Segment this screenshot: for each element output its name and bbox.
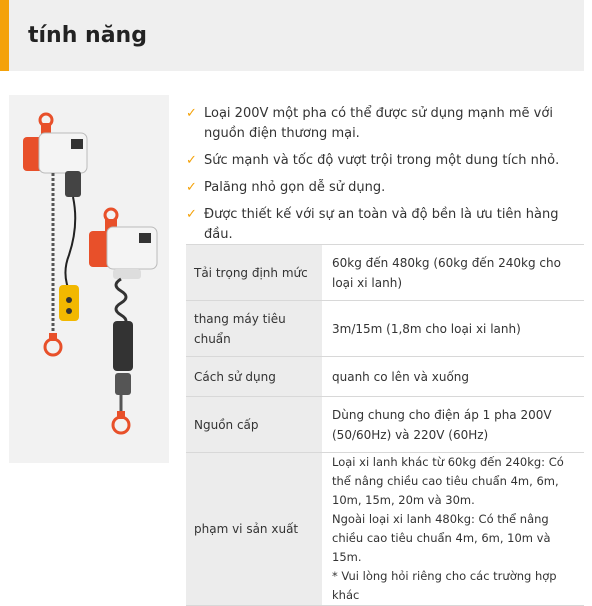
spec-row bbox=[186, 357, 584, 397]
spec-label: thang máy tiêu chuẩn bbox=[186, 301, 322, 357]
spec-label: Tải trọng định mức bbox=[186, 245, 322, 301]
spec-value: 60kg đến 480kg (60kg đến 240kg cho loại xi lanh) bbox=[322, 245, 584, 301]
spec-label: phạm vi sản xuất bbox=[186, 453, 322, 606]
spec-row bbox=[186, 453, 584, 606]
feature-item bbox=[186, 205, 586, 245]
section-header bbox=[0, 0, 584, 71]
check-icon: ✓ bbox=[186, 207, 197, 222]
feature-item bbox=[186, 178, 586, 198]
feature-text: Palăng nhỏ gọn dễ sử dụng. bbox=[204, 180, 386, 195]
section-title: tính năng bbox=[28, 23, 147, 48]
spec-row bbox=[186, 301, 584, 357]
feature-text: Sức mạnh và tốc độ vượt trội trong một dung tích nhỏ. bbox=[204, 153, 560, 168]
check-icon: ✓ bbox=[186, 180, 197, 195]
feature-text: Được thiết kế với sự an toàn và độ bền là ưu tiên hàng đầu. bbox=[204, 207, 559, 242]
feature-text: Loại 200V một pha có thể được sử dụng mạnh mẽ với nguồn điện thương mại. bbox=[204, 106, 553, 141]
feature-item bbox=[186, 104, 586, 144]
spec-value: 3m/15m (1,8m cho loại xi lanh) bbox=[322, 301, 584, 357]
hoist-right bbox=[89, 209, 157, 433]
spec-label: Cách sử dụng bbox=[186, 357, 322, 397]
feature-item bbox=[186, 151, 586, 171]
spec-row bbox=[186, 245, 584, 301]
spec-value: Loại xi lanh khác từ 60kg đến 240kg: Có thể nâng chiều cao tiêu chuẩn 4m, 6m, 10m, 15m, 20m và 30m. Ngoài loại xi lanh 480kg: Có thể nâng chiều cao tiêu chuẩn 4m, 6m, 10m và 15m. * Vui lòng hỏi riêng cho các trường hợp khác bbox=[322, 453, 584, 606]
accent-bar bbox=[0, 0, 9, 71]
spec-value: Dùng chung cho điện áp 1 pha 200V (50/60Hz) và 220V (60Hz) bbox=[322, 397, 584, 453]
spec-label: Nguồn cấp bbox=[186, 397, 322, 453]
spec-value: quanh co lên và xuống bbox=[322, 357, 584, 397]
hoist-left bbox=[23, 114, 87, 355]
check-icon: ✓ bbox=[186, 106, 197, 121]
spec-table bbox=[186, 244, 584, 606]
product-image bbox=[9, 95, 169, 463]
check-icon: ✓ bbox=[186, 153, 197, 168]
hoist-illustration bbox=[9, 95, 169, 463]
spec-row bbox=[186, 397, 584, 453]
feature-list bbox=[186, 104, 586, 252]
